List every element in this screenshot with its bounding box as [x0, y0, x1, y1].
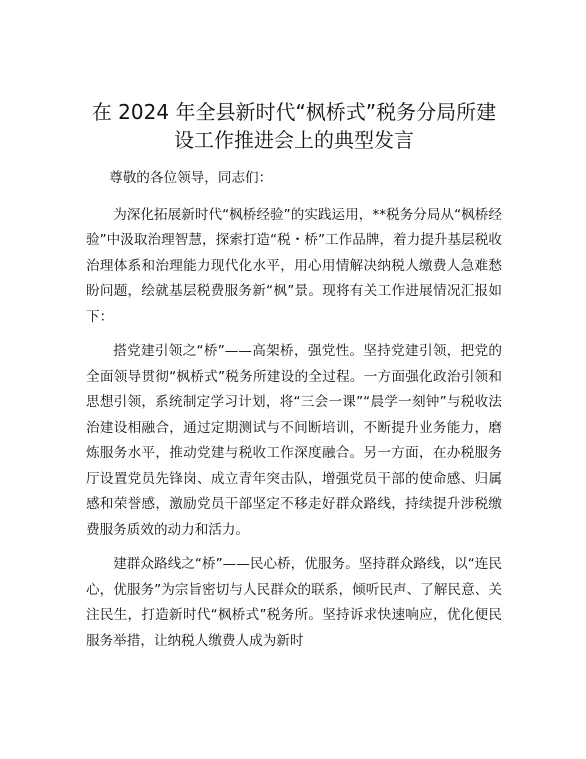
document-title: 在 2024 年全县新时代“枫桥式”税务分局所建设工作推进会上的典型发言	[91, 100, 497, 152]
paragraph-mass-line: 建群众路线之“桥”——民心桥，优服务。坚持群众路线，以“连民心，优服务”为宗旨密切与人民群众的联系，倾听民声、了解民意、关注民生，打造新时代“枫桥式”税务所。坚持诉求快速响应，优化便民服务举措，让纳税人缴费人成为新时	[86, 556, 502, 649]
paragraph-intro: 为深化拓展新时代“枫桥经验”的实践运用，**税务分局从“枫桥经验”中汲取治理智慧，探索打造“税・桥”工作品牌，着力提升基层税收治理体系和治理能力现代化水平，用心用情解决纳税人缴费人急难愁盼问题，绘就基层税费服务新“枫”景。现将有关工作进展情况汇报如下：	[86, 206, 502, 325]
paragraph-party-building: 搭党建引领之“桥”——高架桥，强党性。坚持党建引领，把党的全面领导贯彻“枫桥式”税务所建设的全过程。一方面强化政治引领和思想引领，系统制定学习计划，将“三会一课”“晨学一刻钟”与税收法治建设相融合，通过定期测试与不间断培训，不断提升业务能力，磨炼服务水平，推动党建与税收工作深度融合。另一方面，在办税服务厅设置党员先锋岗、成立青年突击队，增强党员干部的使命感、归属感和荣誉感，激励党员干部坚定不移走好群众路线，持续提升涉税缴费服务质效的动力和活力。	[86, 343, 502, 538]
document-body	[86, 166, 502, 663]
salutation: 尊敬的各位领导，同志们：	[109, 170, 273, 186]
